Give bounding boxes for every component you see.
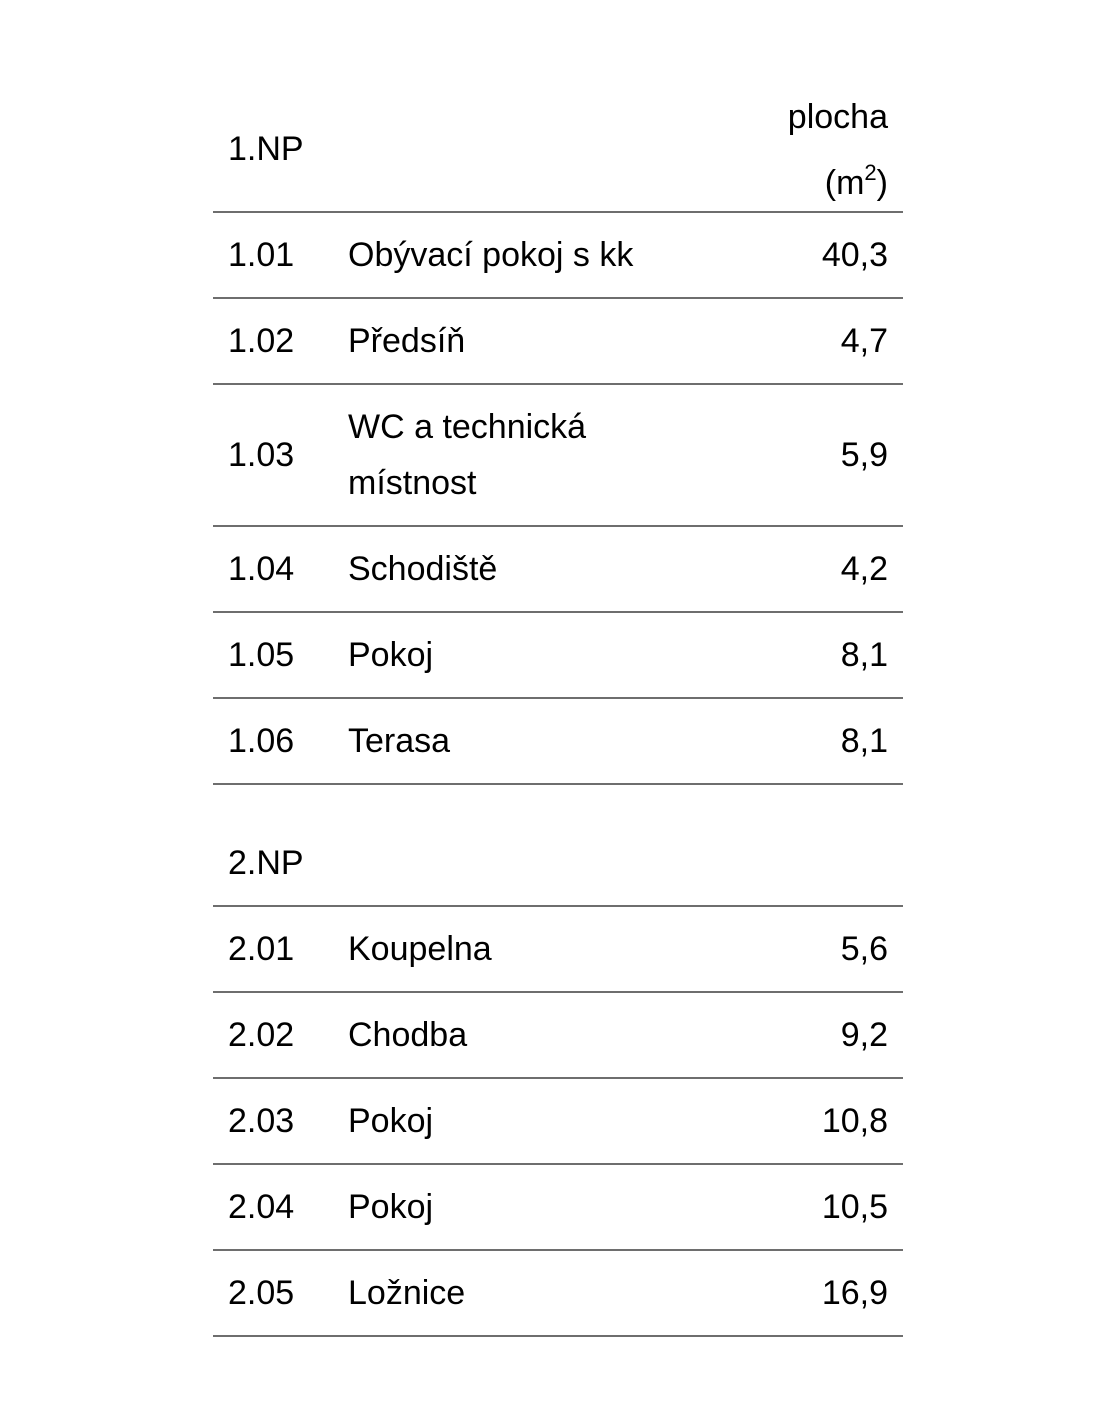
floor-label: 2.NP <box>228 843 304 882</box>
table-row <box>213 527 903 613</box>
room-area: 16,9 <box>821 1273 888 1312</box>
room-code: 1.03 <box>228 435 295 474</box>
section-gap <box>213 785 903 821</box>
room-area: 4,7 <box>840 321 888 360</box>
room-area: 8,1 <box>840 635 888 674</box>
room-name: Předsíň <box>348 322 466 360</box>
room-name: Obývací pokoj s kk <box>348 236 634 274</box>
area-header-unit <box>788 145 888 211</box>
table-row <box>213 1079 903 1165</box>
room-code: 1.02 <box>228 321 295 360</box>
room-area: 10,5 <box>821 1187 888 1226</box>
room-area: 5,9 <box>840 435 888 474</box>
room-area: 10,8 <box>821 1101 888 1140</box>
table-row <box>213 907 903 993</box>
area-header-label: plocha <box>787 97 888 136</box>
room-name: Koupelna <box>348 930 492 968</box>
table-row <box>213 699 903 785</box>
room-code: 2.05 <box>228 1273 295 1312</box>
room-code: 1.05 <box>228 635 295 674</box>
room-code: 2.02 <box>228 1015 295 1054</box>
room-code: 1.01 <box>228 235 295 274</box>
table-row <box>213 1165 903 1251</box>
area-column-header <box>788 89 888 211</box>
floor-label: 1.NP <box>228 130 304 168</box>
table-header-floor-1 <box>213 88 903 213</box>
table-row <box>213 213 903 299</box>
room-name: Pokoj <box>348 1188 434 1226</box>
table-row <box>213 613 903 699</box>
table-row <box>213 385 903 527</box>
table-row <box>213 299 903 385</box>
room-code: 1.04 <box>228 549 295 588</box>
room-area: 4,2 <box>840 549 888 588</box>
room-name: Pokoj <box>348 636 434 674</box>
room-name: Chodba <box>348 1016 468 1054</box>
room-name: Pokoj <box>348 1102 434 1140</box>
room-name: Terasa <box>348 722 451 760</box>
room-name: Schodiště <box>348 550 498 588</box>
table-row <box>213 1251 903 1337</box>
room-area: 8,1 <box>840 721 888 760</box>
table-header-floor-2 <box>213 821 903 907</box>
room-code: 2.03 <box>228 1101 295 1140</box>
room-area: 9,2 <box>840 1015 888 1054</box>
unit-prefix: (m <box>824 163 865 202</box>
room-area-table <box>213 88 903 1337</box>
unit-superscript: 2 <box>864 159 877 185</box>
room-name: WC a technická místnost <box>348 408 587 502</box>
room-area: 5,6 <box>840 929 888 968</box>
room-area: 40,3 <box>821 235 888 274</box>
room-code: 2.04 <box>228 1187 295 1226</box>
room-code: 2.01 <box>228 929 295 968</box>
table-row <box>213 993 903 1079</box>
unit-suffix: ) <box>876 163 888 202</box>
room-code: 1.06 <box>228 721 295 760</box>
room-name: Ložnice <box>348 1274 466 1312</box>
